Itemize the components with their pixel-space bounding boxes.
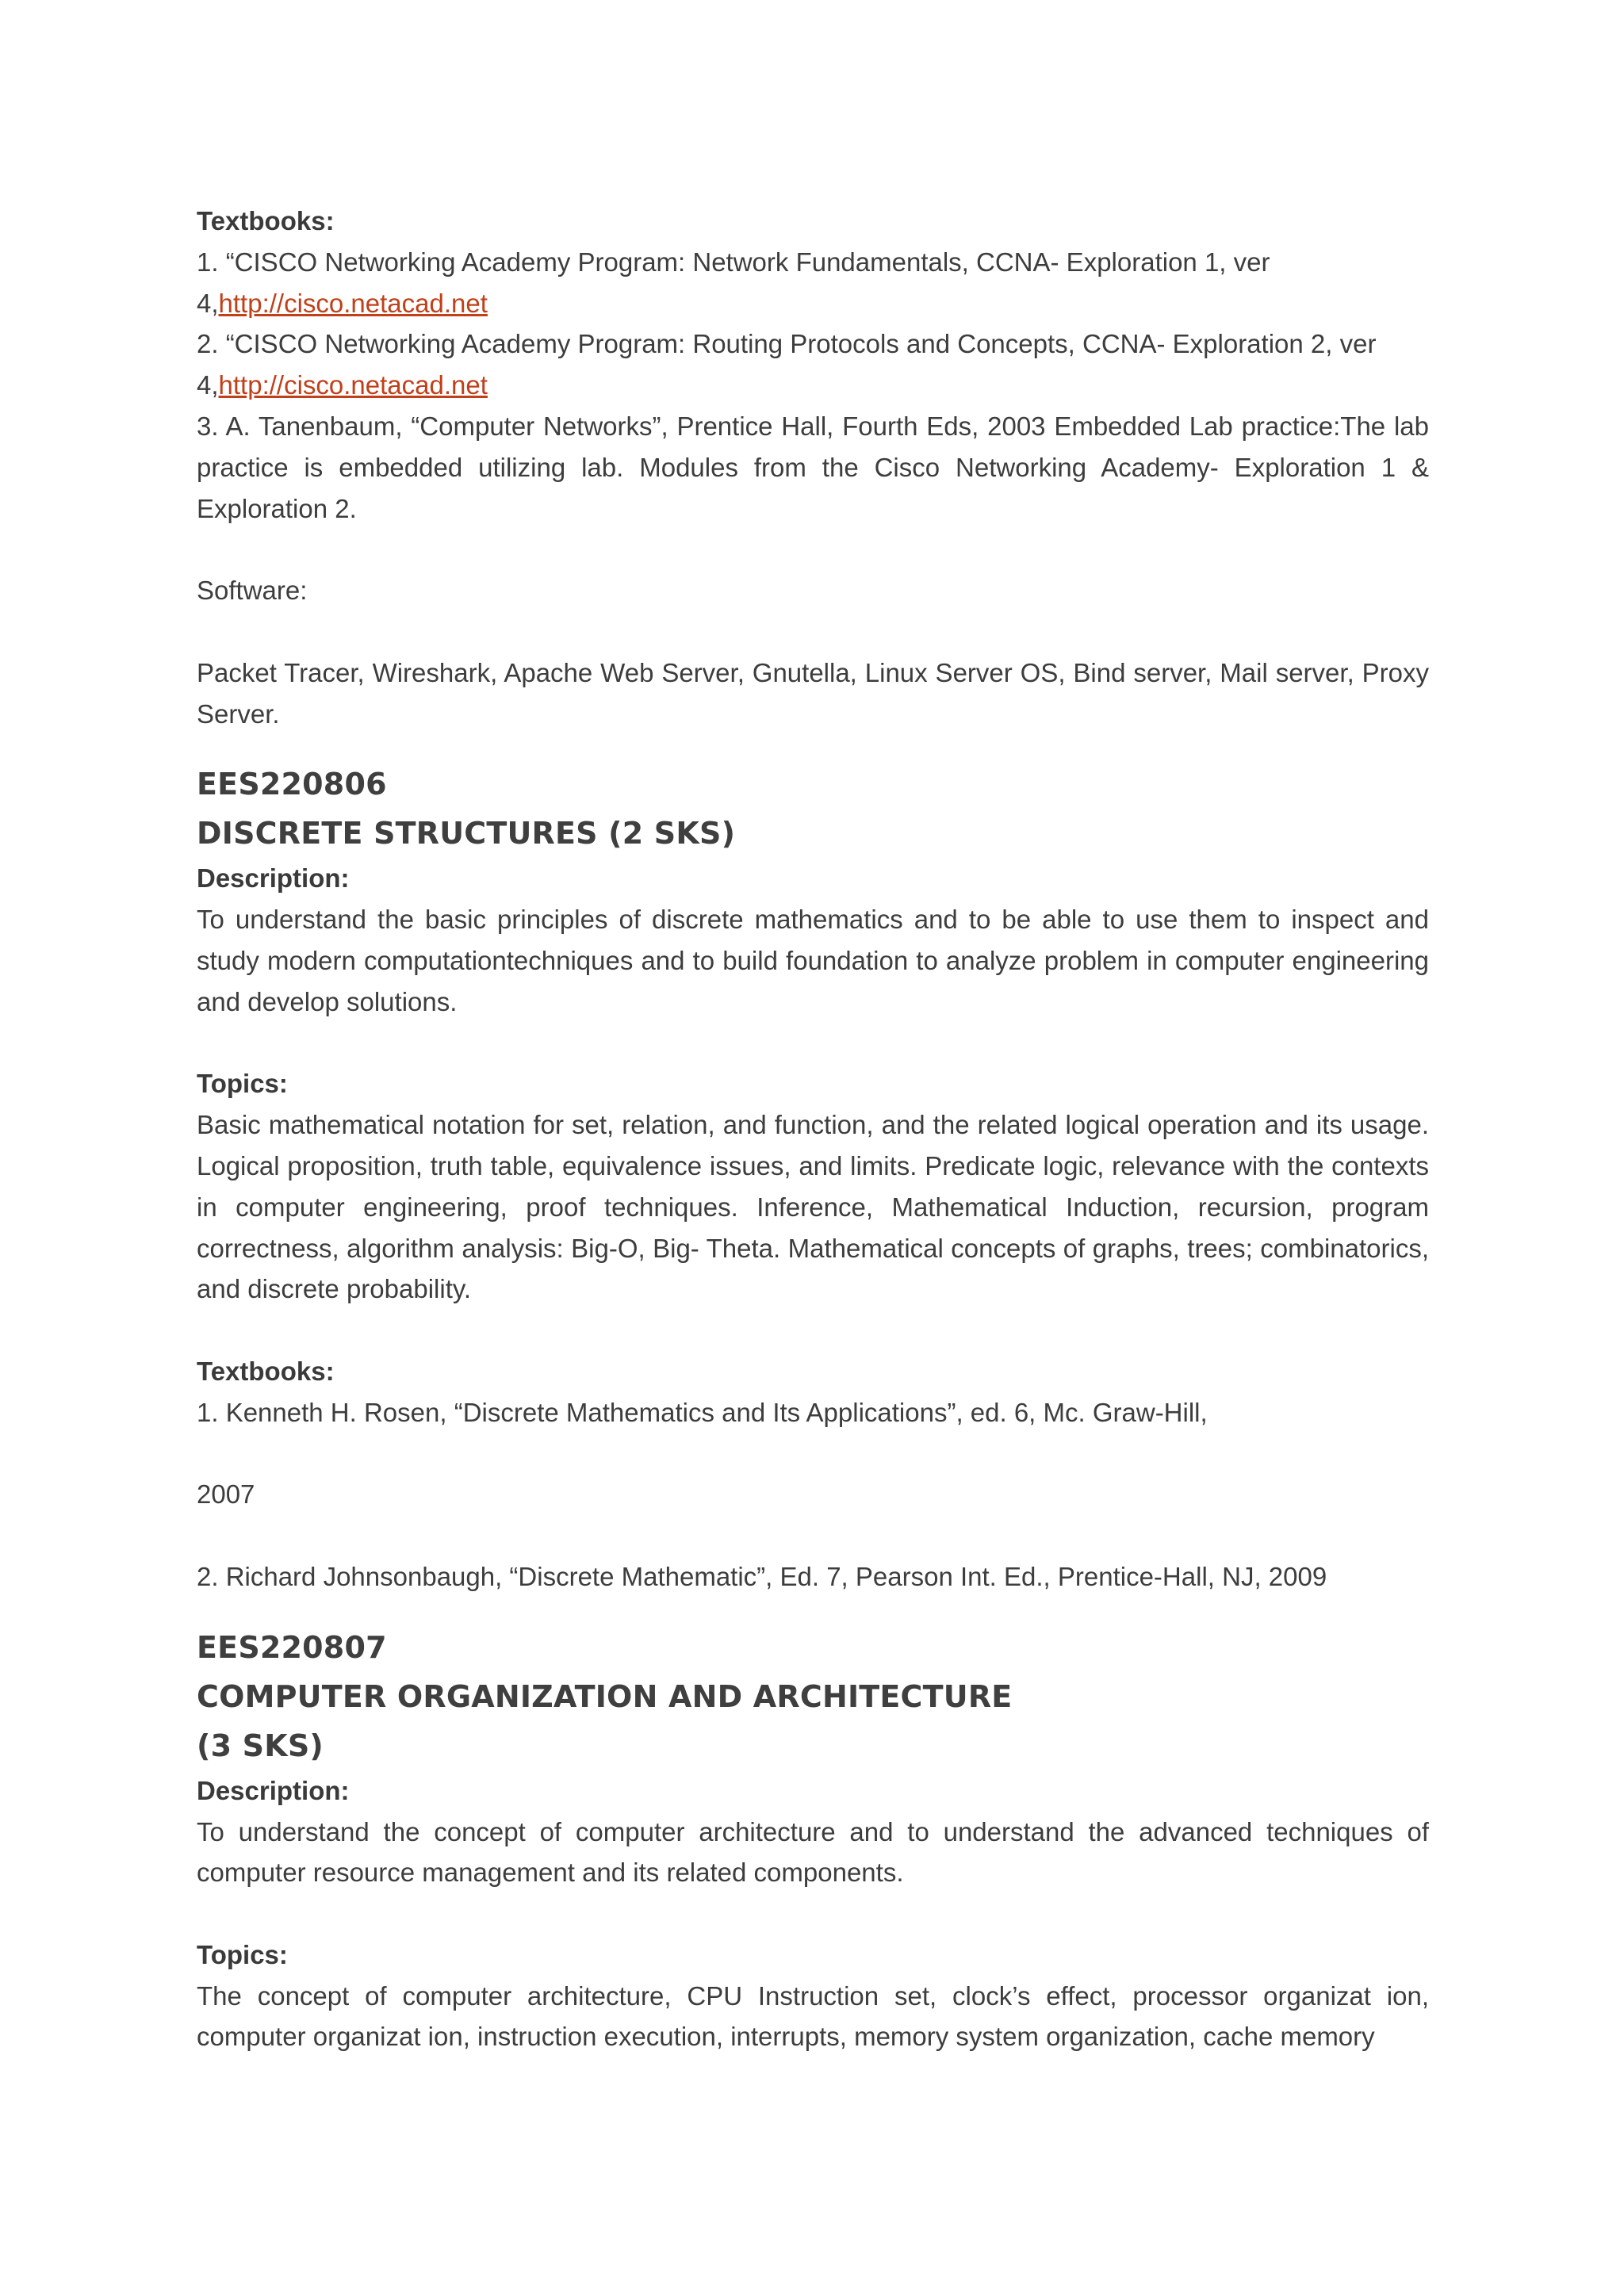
software-list: Packet Tracer, Wireshark, Apache Web Server, Gnutella, Linux Server OS, Bind server, Mail server, Proxy Server. — [197, 657, 1429, 729]
course-code: EES220807 — [197, 1629, 387, 1665]
textbook-text: 4, — [197, 288, 219, 318]
textbooks-label: Textbooks: — [197, 1356, 335, 1386]
textbook-item — [197, 323, 1429, 406]
textbook-item: 3. A. Tanenbaum, “Computer Networks”, Prentice Hall, Fourth Eds, 2003 Embedded Lab practice:The lab practice is embedded utilizing lab. Modules from the Cisco Networking Academy- Exploration 1 & Exploration 2. — [197, 411, 1429, 523]
spacer — [197, 1433, 1429, 1475]
cisco-netacad-link[interactable]: http://cisco.netacad.net — [218, 370, 488, 400]
document-page — [197, 201, 1429, 2057]
description-label: Description: — [197, 863, 350, 894]
textbooks-label: Textbooks: — [197, 206, 335, 235]
spacer — [197, 611, 1429, 652]
topics-label: Topics: — [197, 1069, 288, 1099]
course-code: EES220806 — [197, 767, 387, 802]
textbook-year: 2007 — [197, 1479, 255, 1510]
course-topics: Basic mathematical notation for set, relation, and function, and the related logical operation and its usage. Logical proposition, truth table, equivalence issues, and limits. Predicate logic, relevance with the contexts in computer engineering, proof techniques. Inference, Mathematical Induction, recursion, program correctness, algorithm analysis: Big-O, Big- Theta. Mathematical concepts of graphs, trees; combinatorics, and discrete probability. — [197, 1110, 1429, 1304]
course-description: To understand the concept of computer architecture and to understand the advanced techniques of computer resource management and its related components. — [197, 1816, 1429, 1888]
cisco-netacad-link[interactable]: http://cisco.netacad.net — [218, 288, 488, 318]
spacer — [197, 1023, 1429, 1064]
course-description: To understand the basic principles of discrete mathematics and to be able to use them to inspect and study modern computationtechniques and to build foundation to analyze problem in computer engineering and develop solutions. — [197, 905, 1429, 1016]
description-label: Description: — [197, 1775, 350, 1805]
spacer — [197, 734, 1429, 760]
course-topics: The concept of computer architecture, CPU Instruction set, clock’s effect, processor organizat ion, computer organizat ion, instruction execution, interrupts, memory system organization, cache memory — [197, 1980, 1429, 2052]
spacer — [197, 1310, 1429, 1351]
course-title: DISCRETE STRUCTURES (2 SKS) — [197, 816, 736, 851]
software-label: Software: — [197, 576, 308, 606]
textbook-item: 2. Richard Johnsonbaugh, “Discrete Mathematic”, Ed. 7, Pearson Int. Ed., Prentice-Hall, NJ, 2009 — [197, 1561, 1327, 1591]
spacer — [197, 529, 1429, 570]
textbook-text: 2. “CISCO Networking Academy Program: Routing Protocols and Concepts, CCNA- Exploration 2, ver — [197, 329, 1377, 359]
course-credits: (3 SKS) — [197, 1728, 324, 1763]
textbook-item — [197, 242, 1429, 324]
course-title: COMPUTER ORGANIZATION AND ARCHITECTURE — [197, 1678, 1013, 1714]
spacer — [197, 1598, 1429, 1623]
textbook-text: 4, — [197, 370, 219, 400]
spacer — [197, 1515, 1429, 1556]
spacer — [197, 1893, 1429, 1934]
textbook-item: 1. Kenneth H. Rosen, “Discrete Mathematics and Its Applications”, ed. 6, Mc. Graw-Hill, — [197, 1397, 1208, 1427]
textbook-text: 1. “CISCO Networking Academy Program: Network Fundamentals, CCNA- Exploration 1, ver — [197, 247, 1270, 277]
topics-label: Topics: — [197, 1939, 288, 1969]
